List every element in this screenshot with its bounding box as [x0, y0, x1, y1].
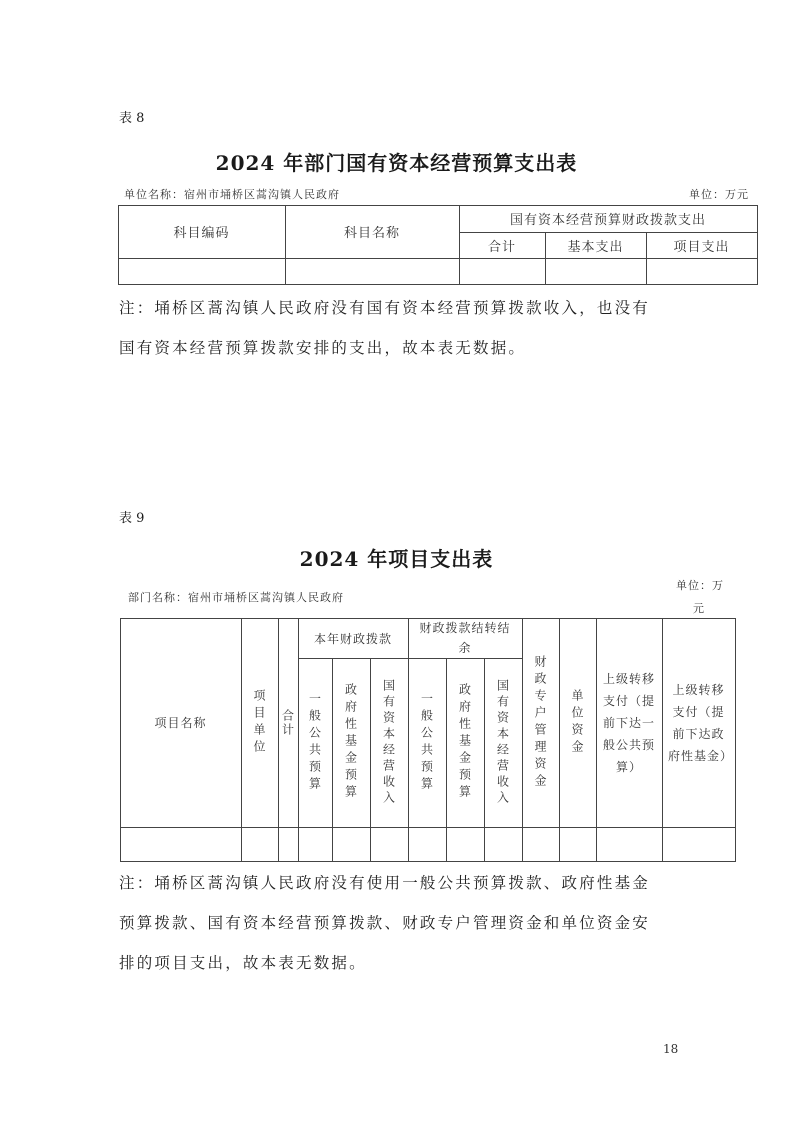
table8-header-name: 科目名称: [343, 226, 400, 241]
table9-header-special-account: 财政专户管理资金: [533, 654, 547, 791]
table9-note: [119, 863, 650, 983]
table8-unit: 单位：万元: [689, 188, 749, 201]
table9-header-unit-funds: 单位资金: [570, 688, 584, 757]
table8-title: 2024 年部门国有资本经营预算支出表: [215, 151, 578, 175]
table9-note-line1: 注：埇桥区蒿沟镇人民政府没有使用一般公共预算拨款、政府性基金: [119, 874, 651, 892]
table9-header-gov-fund: 政府性基金预算: [343, 683, 358, 802]
table9-note-line3: 排的项目支出，故本表无数据。: [119, 954, 367, 972]
table9-header-transfer-fund: 上级转移支付（提前下达政府性基金）: [668, 682, 734, 763]
table8-note-line1: 注：埇桥区蒿沟镇人民政府没有国有资本经营预算拨款收入，也没有: [119, 299, 651, 317]
table9-header-project-name: 项目名称: [154, 716, 207, 730]
table8-note: [119, 288, 650, 368]
table9-header-general2: 一般公共预算: [419, 691, 434, 794]
table8-header-basic: 基本支出: [567, 239, 624, 255]
table9-header-carryover-group: 财政拨款结转结余: [419, 621, 511, 655]
table9-header-general: 一般公共预算: [307, 691, 322, 794]
table8-header-project: 项目支出: [673, 239, 730, 255]
table9-note-line2: 预算拨款、国有资本经营预算拨款、财政专户管理资金和单位资金安: [119, 914, 651, 932]
table8-label: 表 8: [119, 111, 145, 126]
table8-unit-name: 单位名称：宿州市埇桥区蒿沟镇人民政府: [124, 188, 340, 201]
table9-header-transfer-general: 上级转移支付（提前下达一般公共预算）: [603, 671, 656, 774]
table9-unit-line2: 元: [693, 602, 705, 615]
table9-header-current-group: 本年财政拨款: [313, 631, 392, 646]
table9-header-gov-fund2: 政府性基金预算: [457, 683, 472, 802]
table9-header-state-capital2: 国有资本经营收入: [495, 678, 510, 807]
table9-header-state-capital: 国有资本经营收入: [381, 678, 396, 807]
table8-header-code: 科目编码: [173, 226, 230, 241]
table9-title: 2024 年项目支出表: [299, 547, 494, 571]
table9-label: 表 9: [119, 511, 145, 526]
table9-dept-name: 部门名称：宿州市埇桥区蒿沟镇人民政府: [128, 591, 344, 604]
table9-header-project-unit: 项目单位: [252, 688, 266, 757]
table8-header-total: 合计: [487, 239, 516, 255]
table9-header-total: 合计: [280, 708, 295, 737]
table9-unit-line1: 单位：万: [676, 579, 724, 592]
table8-note-line2: 国有资本经营预算拨款安排的支出，故本表无数据。: [119, 339, 527, 357]
table8-header-group: 国有资本经营预算财政拨款支出: [509, 213, 706, 228]
page-number: 18: [663, 1042, 679, 1056]
